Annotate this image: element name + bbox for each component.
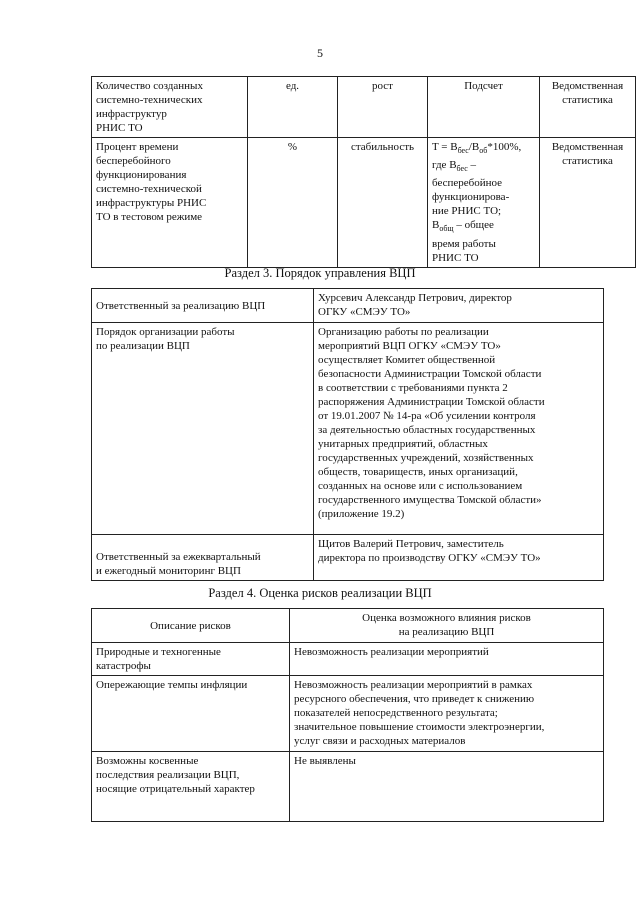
indicators-table <box>91 76 636 268</box>
impact-cell: Невозможность реализации мероприятий <box>290 643 604 676</box>
text-line: Ведомственная <box>551 141 624 153</box>
text-line: системно-технической <box>96 183 202 195</box>
table-row <box>92 676 604 752</box>
label-cell: Ответственный за реализацию ВЦП <box>92 289 314 323</box>
text-line: осуществляет Комитет общественной <box>318 354 496 366</box>
source-cell <box>540 77 636 138</box>
section3-title: Раздел 3. Порядок управления ВЦП <box>224 266 416 280</box>
text-line: статистика <box>562 155 613 167</box>
text-line: безопасности Администрации Томской области <box>318 368 542 380</box>
table-row <box>92 643 604 676</box>
text-line: время работы <box>432 237 496 250</box>
formula-line <box>432 140 535 158</box>
table-row <box>92 752 604 822</box>
label-cell <box>92 323 314 535</box>
formula-total <box>432 218 535 236</box>
table-row <box>92 77 636 138</box>
indicator-name-cell <box>92 77 248 138</box>
table-row <box>92 535 604 581</box>
text-line: Природные и техногенные <box>96 646 221 658</box>
impact-cell <box>290 676 604 752</box>
text-line: катастрофы <box>96 660 151 672</box>
trend-cell: стабильность <box>338 138 428 268</box>
formula-part: где B <box>432 159 457 172</box>
text-line: функционирова- <box>432 191 510 204</box>
impact-cell: Не выявлены <box>290 752 604 822</box>
text-line: мероприятий ВЦП ОГКУ «СМЭУ ТО» <box>318 340 501 352</box>
text-line: Возможны косвенные <box>96 755 199 767</box>
formula-sub: об <box>479 146 488 156</box>
formula-part: T = B <box>432 141 458 153</box>
formula-where <box>432 158 535 176</box>
text-line: Оценка возможного влияния рисков <box>362 612 531 624</box>
text-line: от 19.01.2007 № 14-ра «Об усилении контроля <box>318 410 536 422</box>
text-line: инфраструктур <box>96 108 167 120</box>
formula-sub: общ <box>439 224 454 234</box>
text-line: Ведомственная <box>551 80 624 92</box>
text-line: системно-технических <box>96 94 203 106</box>
text-line: обществ, товариществ, иных организаций, <box>318 466 518 478</box>
formula-part: /B <box>468 141 480 153</box>
risks-table <box>91 608 604 822</box>
text-line: Количество созданных <box>96 80 203 92</box>
risk-cell <box>92 752 290 822</box>
indicator-name-cell <box>92 138 248 268</box>
text-line: Ответственный за ежеквартальный <box>96 551 261 563</box>
management-table <box>91 288 604 581</box>
page-number: 5 <box>317 46 323 60</box>
value-cell <box>314 289 604 323</box>
text-line: ОГКУ «СМЭУ ТО» <box>318 306 411 318</box>
formula-part: – <box>467 159 477 172</box>
text-line: Хурсевич Александр Петрович, директор <box>318 292 512 304</box>
text-line: ТО в тестовом режиме <box>96 211 203 223</box>
text-line: значительное повышение стоимости электроэнергии, <box>294 721 545 733</box>
value-cell <box>314 323 604 535</box>
formula-sub: бес <box>456 164 468 174</box>
unit-cell: ед. <box>248 77 338 138</box>
text-line: Невозможность реализации мероприятий в рамках <box>294 679 533 691</box>
text-line: РНИС ТО <box>432 251 479 264</box>
header-cell: Описание рисков <box>92 609 290 643</box>
text-line: созданных на основе или с использованием <box>318 480 523 492</box>
calc-cell: Подсчет <box>428 77 540 138</box>
formula-part: – общее <box>453 219 494 232</box>
text-line: за деятельностью областных государственных <box>318 424 536 436</box>
calc-cell <box>428 138 540 268</box>
text-line: показателей непосредственного результата; <box>294 707 498 719</box>
text-line: директора по производству ОГКУ «СМЭУ ТО» <box>318 552 541 564</box>
table-row <box>92 289 604 323</box>
text-line: РНИС ТО <box>96 122 143 134</box>
text-line: по реализации ВЦП <box>96 340 190 352</box>
risk-cell <box>92 643 290 676</box>
text-line: унитарных предприятий, областных <box>318 438 488 450</box>
text-line: распоряжения Администрации Томской области <box>318 396 545 408</box>
text-line: Процент времени <box>96 141 179 153</box>
text-line: Организацию работы по реализации <box>318 326 489 338</box>
unit-cell: % <box>248 138 338 268</box>
source-cell <box>540 138 636 268</box>
header-cell <box>290 609 604 643</box>
text-line: статистика <box>562 94 613 106</box>
trend-cell: рост <box>338 77 428 138</box>
text-line: ние РНИС ТО; <box>432 205 502 218</box>
text-line: на реализацию ВЦП <box>398 626 495 638</box>
text-line: ресурсного обеспечения, что приведет к снижению <box>294 693 535 705</box>
formula-part: *100%, <box>487 141 522 153</box>
text-line: носящие отрицательный характер <box>96 783 255 795</box>
text-line: бесперебойное <box>432 177 503 190</box>
risk-cell: Опережающие темпы инфляции <box>92 676 290 752</box>
text-line: Щитов Валерий Петрович, заместитель <box>318 538 504 550</box>
text-line: в соответствии с требованиями пункта 2 <box>318 382 508 394</box>
table-row <box>92 138 636 268</box>
formula-sub: бес <box>457 146 469 156</box>
text-line: функционирования <box>96 169 187 181</box>
value-cell <box>314 535 604 581</box>
text-line: и ежегодный мониторинг ВЦП <box>96 565 241 577</box>
table-row <box>92 323 604 535</box>
text-line: государственных учреждений, хозяйственных <box>318 452 534 464</box>
label-cell <box>92 535 314 581</box>
text-line: услуг связи и расходных материалов <box>294 735 466 747</box>
text-line: Порядок организации работы <box>96 326 235 338</box>
text-line: последствия реализации ВЦП, <box>96 769 240 781</box>
section4-title: Раздел 4. Оценка рисков реализации ВЦП <box>208 586 432 600</box>
text-line: (приложение 19.2) <box>318 508 405 520</box>
formula-part: B <box>432 219 440 232</box>
text-line: бесперебойного <box>96 155 171 167</box>
text-line: инфраструктуры РНИС <box>96 197 207 209</box>
text-line: государственного имущества Томской области» <box>318 494 542 506</box>
table-row <box>92 609 604 643</box>
